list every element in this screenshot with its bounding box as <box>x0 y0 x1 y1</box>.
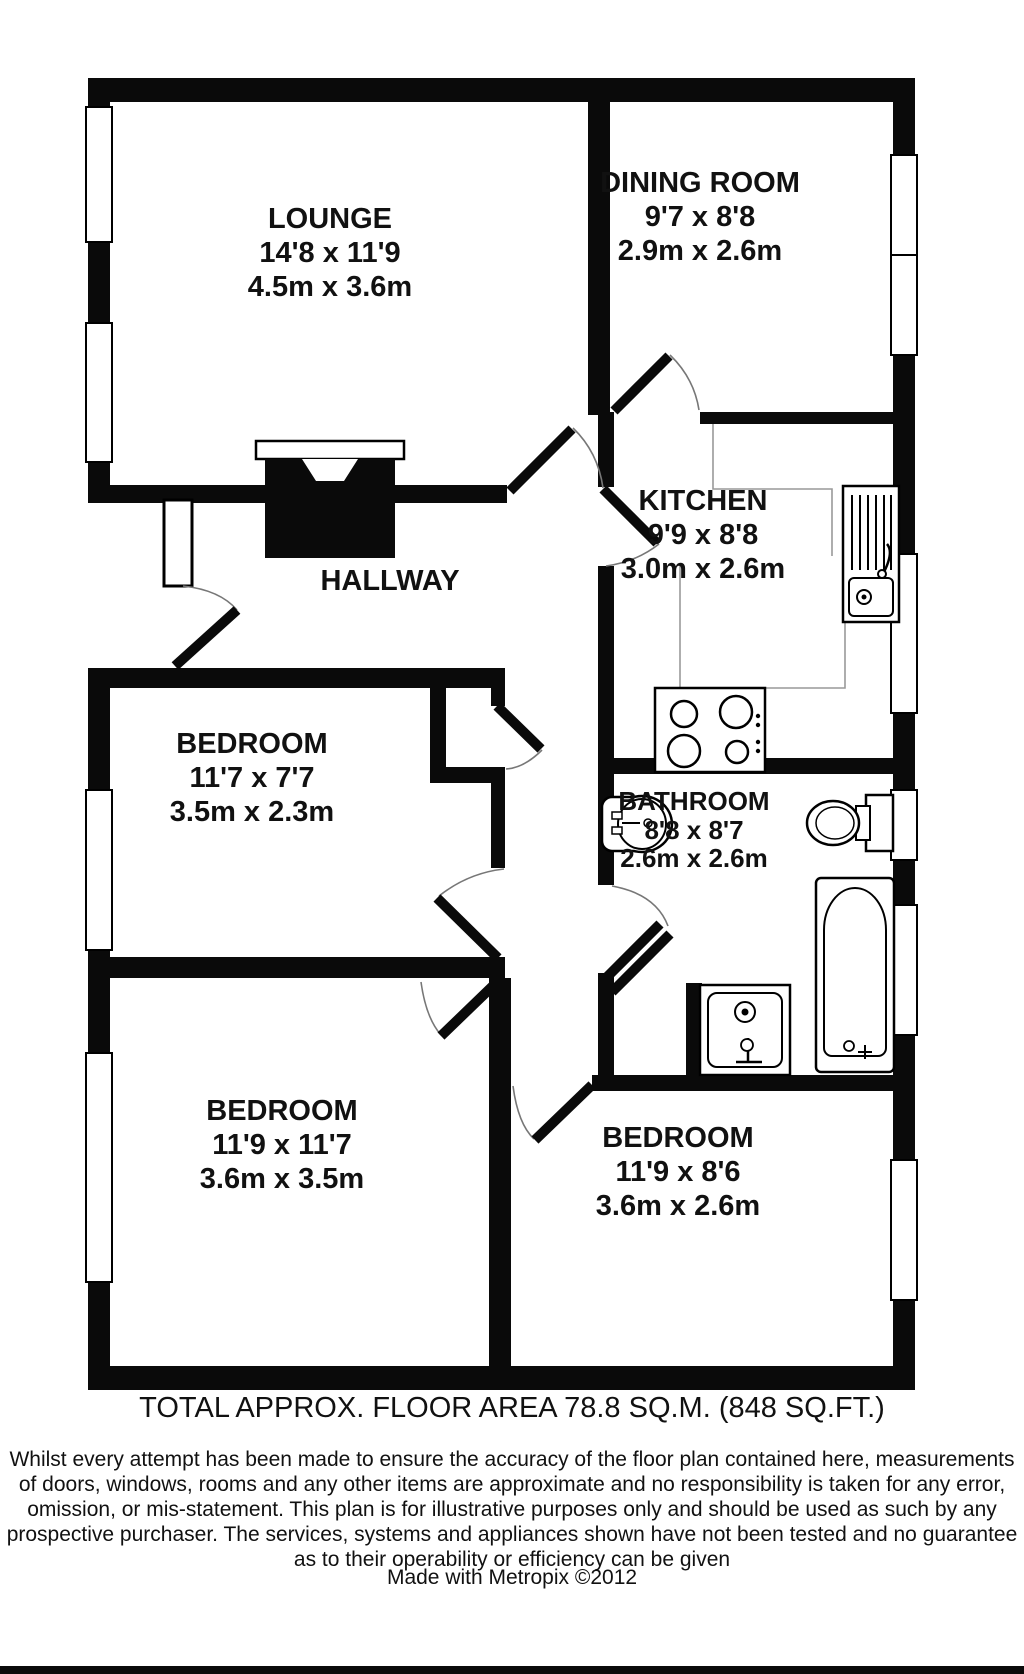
lounge-metric: 4.5m x 3.6m <box>247 271 413 303</box>
entrance-door-arc <box>183 586 237 610</box>
disclaimer-line: omission, or mis-statement. This plan is for illustrative purposes only and should be used as such by any <box>27 1498 997 1521</box>
room-label-bedroom1 <box>170 728 334 828</box>
room-label-dining <box>600 167 800 267</box>
window-bathroom-right-1 <box>891 790 917 860</box>
bedroom2-metric: 3.6m x 3.5m <box>199 1163 365 1195</box>
window-bedroom2-left <box>86 1053 112 1282</box>
wall-bedroom2-bedroom3 <box>489 978 511 1368</box>
wall-right-seg <box>893 1035 915 1160</box>
wall-bedroom1-bedroom2 <box>88 957 505 978</box>
window-bedroom1-left <box>86 790 112 950</box>
fireplace-icon <box>256 441 404 558</box>
room-label-hallway <box>320 565 459 597</box>
wall-bedroom1-top <box>88 668 505 688</box>
bedroom3-imperial: 11'9 x 8'6 <box>615 1156 741 1188</box>
window-dining-right-2 <box>891 255 917 355</box>
kitchen-metric: 3.0m x 2.6m <box>620 553 786 585</box>
total-floor-area: TOTAL APPROX. FLOOR AREA 78.8 SQ.M. (848 SQ.FT.) <box>139 1392 885 1424</box>
disclaimer-line: of doors, windows, rooms and any other items are approximate and no responsibility is taken for any error, <box>18 1473 1006 1496</box>
wall-left-seg <box>88 78 110 109</box>
bathroom-imperial: 8'8 x 8'7 <box>644 815 744 845</box>
wall-left-seg <box>88 242 110 323</box>
dining-door-leaf <box>614 356 669 411</box>
bedroom1-name: BEDROOM <box>176 728 328 760</box>
closet-door-leaf <box>497 706 541 749</box>
dining-name: DINING ROOM <box>600 167 800 199</box>
metropix-credit: Made with Metropix ©2012 <box>386 1566 638 1589</box>
entrance-door-frame <box>164 500 192 586</box>
kitchen-imperial: 9'9 x 8'8 <box>647 519 759 551</box>
lounge-name: LOUNGE <box>267 203 393 235</box>
bedroom1-door-leaf <box>437 898 498 958</box>
wall-bathroom-bedroom <box>592 1075 893 1091</box>
closet-door-arc <box>506 750 542 769</box>
wall-right-seg <box>893 78 915 155</box>
dining-imperial: 9'7 x 8'8 <box>644 201 756 233</box>
toilet-icon <box>807 795 893 851</box>
window-lounge-left-1 <box>86 107 112 242</box>
dining-door-arc <box>670 355 699 410</box>
lounge-door-leaf <box>510 429 572 491</box>
wall-lounge-hall-right <box>395 485 507 503</box>
disclaimer-line: Whilst every attempt has been made to ensure the accuracy of the floor plan contained here, measurements <box>9 1448 1015 1471</box>
wall-closet-south <box>430 767 505 783</box>
bedroom3-name: BEDROOM <box>602 1122 754 1154</box>
bedroom3-door-arc <box>513 1086 534 1139</box>
dining-metric: 2.9m x 2.6m <box>617 235 783 267</box>
disclaimer-line: as to their operability or efficiency can be given <box>293 1548 731 1571</box>
bedroom3-metric: 3.6m x 2.6m <box>595 1190 761 1222</box>
room-label-lounge <box>248 203 412 303</box>
hob-icon <box>655 688 765 772</box>
bathroom-name: BATHROOM <box>618 786 770 816</box>
bedroom2-name: BEDROOM <box>206 1095 358 1127</box>
window-lounge-left-2 <box>86 323 112 462</box>
bathtub-icon <box>816 878 894 1072</box>
wall-dining-kitchen <box>700 412 893 424</box>
bathroom-door-arc <box>612 886 668 926</box>
bedroom2-imperial: 11'9 x 11'7 <box>212 1129 352 1161</box>
bedroom1-door-arc <box>439 869 504 896</box>
kitchen-sink-icon <box>843 486 899 622</box>
wall-lounge-dining <box>588 102 610 415</box>
room-label-bedroom2 <box>200 1095 364 1195</box>
bedroom1-imperial: 11'7 x 7'7 <box>189 762 315 794</box>
wall-bottom <box>88 1366 915 1390</box>
window-bedroom3-right <box>891 1160 917 1300</box>
hallway-name: HALLWAY <box>320 565 460 597</box>
wall-closet-stub <box>491 688 505 706</box>
bathroom-metric: 2.6m x 2.6m <box>620 843 768 873</box>
bedroom3-door-leaf <box>535 1085 592 1140</box>
wall-top <box>88 78 915 102</box>
wall-kitchen-left <box>598 566 614 758</box>
room-label-bedroom3 <box>596 1122 760 1222</box>
bottom-border <box>0 1666 1024 1674</box>
kitchen-name: KITCHEN <box>638 485 768 517</box>
bedroom1-metric: 3.5m x 2.3m <box>169 796 335 828</box>
window-dining-right-1 <box>891 155 917 255</box>
wall-right-seg <box>893 713 915 790</box>
disclaimer <box>0 1447 1024 1572</box>
entrance-door-leaf <box>175 610 237 666</box>
shower-icon <box>700 985 790 1075</box>
bedroom2-door-arc <box>421 982 441 1035</box>
wall-bedroom1-right <box>491 783 505 868</box>
lounge-imperial: 14'8 x 11'9 <box>259 237 401 269</box>
disclaimer-line: prospective purchaser. The services, systems and appliances shown have not been tested and no guarantee <box>6 1523 1018 1546</box>
wall-right-seg <box>893 860 915 905</box>
